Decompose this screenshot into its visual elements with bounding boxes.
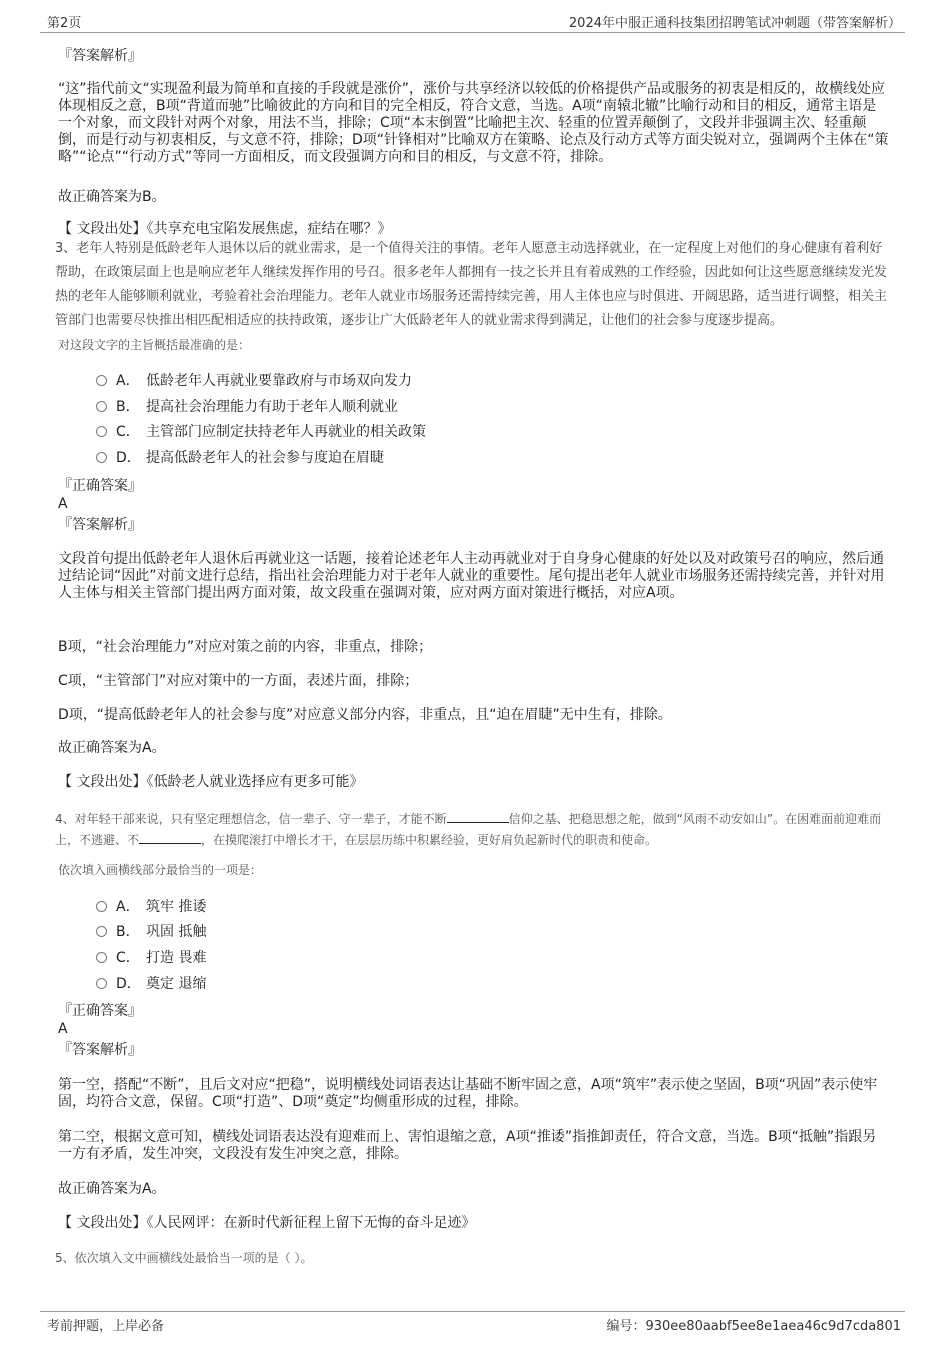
q4-conclusion: 故正确答案为A。	[58, 1181, 166, 1197]
q3-answer: A	[58, 496, 68, 512]
document-title: 2024年中服正通科技集团招聘笔试冲刺题（带答案解析）	[568, 16, 901, 31]
q4-source	[58, 1215, 890, 1232]
source-label: 【 文段出处】	[58, 774, 147, 790]
document-serial: 编号：930ee80aabf5ee8e1aea46c9d7cda801	[606, 1319, 901, 1334]
q4-option-a[interactable]: A． 筑牢 推诿	[96, 897, 206, 917]
page-header	[40, 12, 905, 33]
page-footer	[40, 1311, 905, 1336]
answer-blank	[447, 810, 509, 823]
q3-option-b[interactable]: B． 提高社会治理能力有助于老年人顺利就业	[96, 397, 398, 417]
q3-question: 对这段文字的主旨概括最准确的是：	[58, 338, 251, 352]
radio-button[interactable]	[96, 375, 107, 386]
q3-conclusion: 故正确答案为A。	[58, 740, 166, 756]
radio-button[interactable]	[96, 926, 107, 937]
radio-button[interactable]	[96, 426, 107, 437]
q4-option-c[interactable]: C． 打造 畏难	[96, 948, 206, 968]
q3-analysis-p2: B项，“社会治理能力”对应对策之前的内容，非重点，排除；	[58, 639, 433, 655]
q4-option-b[interactable]: B． 巩固 抵触	[96, 922, 206, 942]
source-label: 【 文段出处】	[58, 221, 147, 237]
source-label: 【 文段出处】	[58, 1215, 147, 1231]
q4-analysis-label: 『答案解析』	[58, 1042, 142, 1058]
q3-analysis-label: 『答案解析』	[58, 517, 142, 533]
q3-option-c[interactable]: C． 主管部门应制定扶持老年人再就业的相关政策	[96, 422, 426, 442]
q3-passage: 3、老年人特别是低龄老年人退休以后的就业需求，是一个值得关注的事情。老年人愿意主动选择就业，在一定程度上对他们的身心健康有着利好帮助，在政策层面上也是响应老年人继续发挥作用的号召。很多老年人都拥有一技之长并且有着成熟的工作经验，因此如何让这些愿意继续发光发热的老年人能够顺利就业，考验着社会治理能力。老年人就业市场服务还需持续完善，用人主体也应与时俱进、开阔思路，适当进行调整，相关主管部门也需要尽快推出相匹配相适应的扶持政策，逐步让广大低龄老年人的就业需求得到满足，让他们的社会参与度逐步提高。	[55, 241, 888, 328]
q3-source	[58, 774, 890, 791]
radio-button[interactable]	[96, 452, 107, 463]
radio-button[interactable]	[96, 901, 107, 912]
footer-slogan: 考前押题，上岸必备	[47, 1319, 165, 1334]
q3-analysis-p3: C项，“主管部门”对应对策中的一方面，表述片面，排除；	[58, 673, 419, 689]
q4-question: 依次填入画横线部分最恰当的一项是：	[58, 863, 263, 877]
q3-option-d[interactable]: D． 提高低龄老年人的社会参与度迫在眉睫	[96, 448, 384, 468]
source-title: 《人民网评：在新时代新征程上留下无悔的奋斗足迹》	[146, 1215, 476, 1231]
source-title: 《共享充电宝陷发展焦虑，症结在哪？》	[146, 221, 392, 237]
q2-analysis-text: “这”指代前文“实现盈利最为简单和直接的手段就是涨价”，涨价与共享经济以较低的价格提供产品或服务的初衷是相反的，故横线处应体现相反之意，B项“背道而驰”比喻彼此的方向和目的完全相反，符合文意，当选。A项“南辕北辙”比喻行动和目的相反，通常主语是一个对象，而文段针对两个对象，用法不当，排除；C项“本末倒置”比喻把主次、轻重的位置弄颠倒了，文段并非强调主次、轻重颠倒，而是行动与初衷相反，与文意不符，排除；D项“针锋相对”比喻双方在策略、论点及行动方式等方面尖锐对立，强调两个主体在“策略”“论点”“行动方式”等同一方面相反，而文段强调方向和目的相反，与文意不符，排除。	[58, 81, 889, 165]
q4-answer-label: 『正确答案』	[58, 1003, 142, 1019]
q5-question: 5、依次填入文中画横线处最恰当一项的是（ ）。	[55, 1251, 313, 1265]
page-number: 第2页	[47, 16, 82, 31]
source-title: 《低龄老人就业选择应有更多可能》	[146, 774, 364, 790]
q4-analysis-p1: 第一空，搭配“不断”，且后文对应“把稳”，说明横线处词语表达让基础不断牢固之意，A项“筑牢”表示使之坚固，B项“巩固”表示使牢固，均符合文意，保留。C项“打造”、D项“奠定”均侧重形成的过程，排除。	[58, 1077, 878, 1110]
q2-source	[58, 221, 890, 238]
q4-option-d[interactable]: D． 奠定 退缩	[96, 974, 206, 994]
q4-analysis-p2: 第二空，根据文意可知，横线处词语表达没有迎难而上、害怕退缩之意，A项“推诿”指推卸责任，符合文意，当选。B项“抵触”指跟另一方有矛盾，发生冲突，文段没有发生冲突之意，排除。	[58, 1129, 877, 1162]
radio-button[interactable]	[96, 401, 107, 412]
q3-analysis-p1: 文段首句提出低龄老年人退休后再就业这一话题，接着论述老年人主动再就业对于自身身心健康的好处以及对政策号召的响应，然后通过结论词“因此”对前文进行总结，指出社会治理能力对于老年人就业的重要性。尾句提出老年人就业市场服务还需持续完善，并针对用人主体与相关主管部门提出两方面对策，故文段重在强调对策，应对两方面对策进行概括，对应A项。	[58, 551, 885, 601]
q3-analysis-p4: D项，“提高低龄老年人的社会参与度”对应意义部分内容，非重点，且“迫在眉睫”无中生有，排除。	[58, 707, 672, 723]
q3-option-a[interactable]: A． 低龄老年人再就业要靠政府与市场双向发力	[96, 371, 412, 391]
q3-answer-label: 『正确答案』	[58, 478, 142, 494]
q4-answer: A	[58, 1021, 68, 1037]
answer-blank	[139, 831, 201, 844]
q2-analysis-label: 『答案解析』	[58, 48, 142, 64]
q2-conclusion: 故正确答案为B。	[58, 189, 166, 205]
q4-passage: 4、对年轻干部来说，只有坚定理想信念，信一辈子、守一辈子，才能不断 信仰之基、把稳思想之舵，做到“风雨不动安如山”。在困难面前迎难而上，不逃避、不 ，在摸爬滚打中增长才干，在层层历练中积累经验，更好肩负起新时代的职责和使命。	[55, 812, 882, 847]
radio-button[interactable]	[96, 978, 107, 989]
radio-button[interactable]	[96, 952, 107, 963]
